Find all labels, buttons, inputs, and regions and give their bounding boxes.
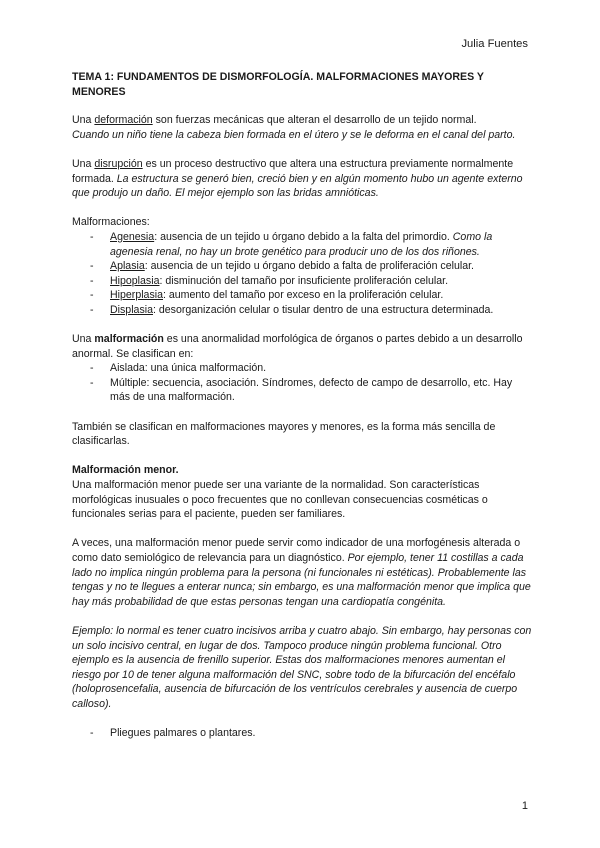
disrupcion-example: La estructura se generó bien, creció bien y en algún momento hubo un agente externo que produjo un daño. El mejor ejemplo son las bridas amnióticas. (72, 172, 523, 200)
disrupcion-paragraph (72, 157, 532, 201)
item-text: : desorganización celular o tisular dentro de una estructura determinada. (152, 303, 494, 316)
menor-heading (72, 463, 532, 478)
malformacion-term: malformación (94, 333, 164, 346)
item-text: : ausencia de un tejido u órgano debido a la falta del primordio. (154, 230, 453, 243)
item-term: Hiperplasia (110, 289, 163, 302)
list-item (90, 230, 532, 259)
document-body (72, 70, 532, 741)
disrupcion-pre: Una (72, 157, 95, 170)
item-text: : disminución del tamaño por insuficiente proliferación celular. (159, 274, 449, 287)
item-text: : aumento del tamaño por exceso en la proliferación celular. (163, 289, 444, 302)
malformaciones-heading: Malformaciones: (72, 216, 150, 229)
disrupcion-post: es un proceso destructivo que altera una estructura previamente normalmente formada. (72, 157, 514, 185)
malformaciones-list (72, 230, 532, 318)
list-item (90, 274, 532, 289)
clasificacion-paragraph: También se clasifican en malformaciones mayores y menores, es la forma más sencilla de clasificarlas. (72, 420, 496, 448)
item-term: Agenesia (110, 230, 155, 243)
deformacion-example: Cuando un niño tiene la cabeza bien formada en el útero y se le deforma en el canal del parto. (72, 128, 516, 141)
header-author: Julia Fuentes (461, 38, 528, 50)
list-item: - Aislada: una única malformación. (90, 361, 532, 376)
deformacion-post: son fuerzas mecánicas que alteran el desarrollo de un tejido normal. (152, 114, 477, 127)
list-item: - Múltiple: secuencia, asociación. Síndromes, defecto de campo de desarrollo, etc. Hay más de una malformación. (90, 376, 532, 405)
item-term: Displasia (110, 303, 153, 316)
pliegues-list (72, 726, 532, 741)
deformacion-pre: Una (72, 114, 95, 127)
page-number: 1 (521, 800, 528, 812)
menor-paragraph-1: Una malformación menor puede ser una variante de la normalidad. Son características morfológicas inusuales o poco frecuentes que no conllevan consecuencias cosméticas o funcionales serias para el paciente, pueden ser familiares. (72, 479, 488, 521)
list-item (90, 288, 532, 303)
menor-heading-text: Malformación menor. (72, 464, 179, 477)
list-item (90, 259, 532, 274)
item-example: Como la agenesia renal, no hay un brote genético para producir uno de los dos riñones. (110, 230, 493, 258)
list-item (90, 303, 532, 318)
menor-p2-italic: Por ejemplo, tener 11 costillas a cada lado no implica ningún problema para la persona (ni funcionales ni estéticas). Probablemente las tengas y no te llegues a enterar nunca; sin embargo, es una malformación menor que implica que hay más probabilidad de que estas personas tengan una cardiopatía congénita. (72, 552, 531, 608)
malformacion-types-list (72, 361, 532, 405)
malformacion-post: es una anormalidad morfológica de órganos o partes debido a un desarrollo anormal. Se clasifican en: (72, 333, 523, 360)
item-term: Hipoplasia (110, 274, 160, 287)
document-title: TEMA 1: FUNDAMENTOS DE DISMORFOLOGÍA. MALFORMACIONES MAYORES Y MENORES (72, 71, 484, 98)
menor-paragraph-3: Ejemplo: lo normal es tener cuatro incisivos arriba y cuatro abajo. Sin embargo, hay personas con un solo incisivo central, en lugar de dos. Tampoco produce ningún problema funcional. Otro ejemplo es la ausencia de frenillo superior. Estas dos malformaciones menores aumentan el riesgo por 10 de tener alguna malformación del SNC, sobre todo de la bifurcación del encéfalo (holoprosencefalia, ausencia de bifurcación de los ventrículos cerebrales y ausencia de cuerpo calloso). (72, 624, 532, 710)
deformacion-paragraph (72, 113, 532, 142)
menor-p2-normal: A veces, una malformación menor puede servir como indicador de una morfogénesis alterada o como dato semiológico de relevancia para un diagnóstico. (72, 537, 521, 564)
deformacion-term: deformación (94, 114, 153, 127)
item-term: Aplasia (110, 260, 145, 273)
list-item: - Pliegues palmares o plantares. (90, 726, 532, 741)
item-text: : ausencia de un tejido u órgano debido a falta de proliferación celular. (144, 260, 474, 273)
malformacion-pre: Una (72, 333, 95, 346)
menor-paragraph-2 (72, 536, 532, 609)
malformacion-def-paragraph (72, 332, 532, 361)
disrupcion-term: disrupción (94, 157, 143, 170)
